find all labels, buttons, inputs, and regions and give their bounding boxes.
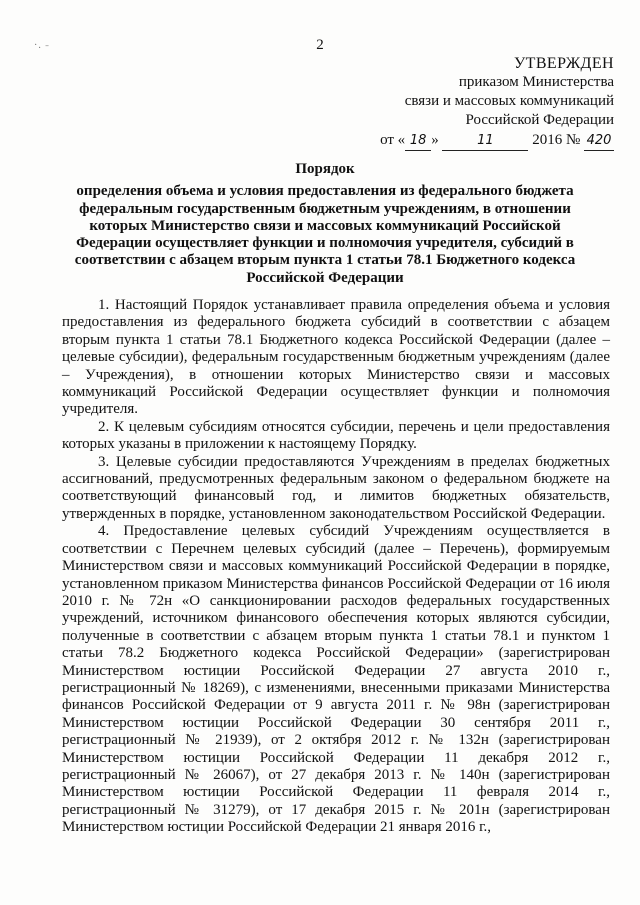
order-date-prefix: от « — [380, 132, 406, 148]
handwritten-month: 11 — [442, 131, 528, 151]
approval-line-3: Российской Федерации — [465, 112, 614, 128]
scan-mark: ·. ˗ — [34, 40, 50, 51]
order-date-quote: » — [431, 132, 439, 148]
paragraph-1: 1. Настоящий Порядок устанавливает правила определения объема и условия предоставления из федерального бюджета субсидий в соответствии с абзацем вторым пункта 1 статьи 78.1 Бюджетного кодекса Российской Федерации (далее – целевые субсидии), федеральным государственным бюджетным учреждениям (далее – Учреждения), в отношении которых Министерство связи и массовых коммуникаций Российской Федерации осуществляет функции и полномочия учредителя. — [62, 297, 610, 418]
document-title-block — [62, 161, 588, 287]
document-body — [62, 297, 610, 837]
order-year-number-prefix: 2016 № — [528, 132, 584, 148]
approval-block — [364, 54, 614, 151]
paragraph-3: 3. Целевые субсидии предоставляются Учреждениям в пределах бюджетных ассигнований, предусмотренных федеральным законом о федеральном бюджете на соответствующий финансовый год, и лимитов бюджетных обязательств, утвержденных в порядке, установленном законодательством Российской Федерации. — [62, 453, 610, 522]
approved-heading: УТВЕРЖДЕН — [513, 55, 614, 72]
page-number: 2 — [316, 37, 324, 53]
approval-line-2: связи и массовых коммуникаций — [404, 93, 614, 109]
approval-line-1: приказом Министерства — [458, 74, 614, 90]
document-title: Порядок — [295, 161, 355, 177]
handwritten-order-number: 420 — [584, 131, 614, 151]
document-subtitle: определения объема и условия предоставления из федерального бюджета федеральным государственным бюджетным учреждениям, в отношении которых Министерство связи и массовых коммуникаций Российской Федерации осуществляет функции и полномочия учредителя, субсидий в соответствии с абзацем вторым пункта 1 статьи 78.1 Бюджетного кодекса Российской Федерации — [74, 183, 576, 286]
paragraph-4: 4. Предоставление целевых субсидий Учреждениям осуществляется в соответствии с Перечнем целевых субсидий (далее – Перечень), формируемым Министерством связи и массовых коммуникаций Российской Федерации в порядке, установленном приказом Министерства финансов Российской Федерации от 16 июля 2010 г. № 72н «О санкционировании расходов федеральных государственных учреждений, источником финансового обеспечения которых являются субсидии, полученные в соответствии с абзацем вторым пункта 1 статьи 78.1 и пунктом 1 статьи 78.2 Бюджетного кодекса Российской Федерации» (зарегистрирован Министерством юстиции Российской Федерации 27 августа 2010 г., регистрационный № 18269), с изменениями, внесенными приказами Министерства финансов Российской Федерации от 9 августа 2011 г. № 98н (зарегистрирован Министерством юстиции Российской Федерации 30 сентября 2011 г., регистрационный № 21939), от 2 октября 2012 г. № 132н (зарегистрирован Министерством юстиции Российской Федерации 11 декабря 2012 г., регистрационный № 26067), от 27 декабря 2013 г. № 140н (зарегистрирован Министерством юстиции Российской Федерации 11 февраля 2014 г., регистрационный № 31279), от 17 декабря 2015 г. № 201н (зарегистрирован Министерством юстиции Российской Федерации 21 января 2016 г., — [62, 523, 610, 836]
handwritten-day: 18 — [405, 131, 431, 151]
paragraph-2: 2. К целевым субсидиям относятся субсидии, перечень и цели предоставления которых указаны в приложении к настоящему Порядку. — [62, 418, 610, 453]
order-date-line — [364, 131, 614, 151]
